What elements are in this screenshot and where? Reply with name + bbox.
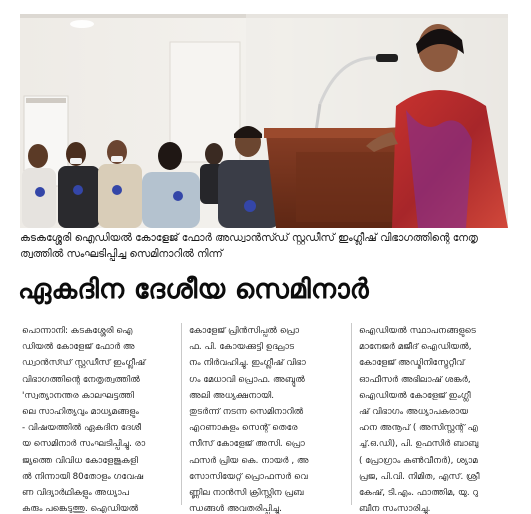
text-line: ണ വിദ്യാർഥികളും അധ്യാപ	[22, 488, 130, 499]
text-line: ഡ്വാൻസ്ഡ് സ്റ്റഡീസ് ഇംഗ്ലീഷ്	[22, 358, 146, 369]
column-divider	[351, 323, 352, 505]
headline: ഏകദിന ദേശീയ സെമിനാർ	[18, 274, 369, 305]
text-line: ൽ നിന്നായി 80തോളം ഗവേഷ	[22, 471, 144, 482]
column-divider	[181, 323, 182, 505]
text-line: ഐഡിയൽ കോളേജ് ഇംഗ്ലീ	[359, 390, 471, 401]
text-line: ഫസർ പ്രിയ കെ. നായർ , അ	[189, 455, 309, 466]
text-line: ന്ധങ്ങൾ അവതരിപ്പിച്ചു.	[189, 504, 282, 514]
text-line: യ സെമിനാർ സംഘടിപ്പിച്ചു. രാ	[22, 439, 146, 450]
text-line: ലെ സാഹിത്യവും മാധ്യമങ്ങളും	[22, 407, 139, 418]
caption-line: ത്വത്തിൽ സംഘടിപ്പിച്ച സെമിനാറിൽ നിന്ന്	[20, 248, 223, 260]
text-line: അലി അധ്യക്ഷനായി.	[189, 390, 275, 401]
text-line: സോസിയേറ്റ് പ്രൊഫസർ വെ	[189, 471, 308, 482]
photo-caption	[20, 230, 510, 262]
text-line: - വിഷയത്തിൽ ഏകദിന ദേശീ	[22, 423, 142, 434]
text-line: കോളേജ് അഡ്മിനിസ്ട്രേറ്റീവ്	[359, 358, 465, 369]
text-line: കരും പങ്കെടുത്തു. ഐഡിയൽ	[22, 504, 139, 514]
text-line: ഫ. പി. കോയക്കുട്ടി ഉദ്ഘാട	[189, 342, 295, 353]
text-line: പ്രജ, പി.വി. നിമിത, എസ്. ശ്രീ	[359, 471, 480, 482]
text-line: ( പ്രോഗ്രാം കൺവീനർ), ശ്യാമ	[359, 455, 478, 466]
article-column-1	[22, 323, 174, 514]
seminar-photo-illustration	[20, 14, 508, 228]
text-line: സീസ് കോളേജ് അസി. പ്രൊ	[189, 439, 305, 450]
text-line: ണ്ണില നാൻസി ക്രിസ്റ്റിന പ്രബ	[189, 488, 304, 499]
text-line: ഓഫീസർ അഭിലാഷ് ശങ്കർ,	[359, 374, 471, 385]
text-line: ബീന സംസാരിച്ചു.	[359, 504, 431, 514]
text-line: ഹന അനൂപ് ( അസിസ്റ്റന്റ് എ	[359, 423, 479, 434]
text-line: എറണാകുളം സെന്റ് തെരേ	[189, 423, 298, 434]
article-column-2	[189, 323, 341, 514]
text-line: തുടർന്ന് നടന്ന സെമിനാറിൽ	[189, 407, 304, 418]
text-line: കേഷ്, ടി.എം. ഫാത്തിമ, യു. റു	[359, 488, 479, 499]
text-line: കോളേജ് പ്രിൻസിപ്പൽ പ്രൊ	[189, 326, 300, 336]
text-line: ഷ് വിഭാഗം അധ്യാപകരായ	[359, 407, 469, 418]
text-line: 'സ്വത്യാനന്തര കാലഘട്ടത്തി	[22, 390, 135, 401]
news-photo	[20, 14, 508, 228]
text-line: ച്ച്.ഒ.ഡി), പി. ഉഫസിർ ബാബു	[359, 439, 479, 450]
text-line: നം നിർവഹിച്ചു. ഇംഗ്ലീഷ് വിഭാ	[189, 358, 306, 369]
caption-line: കടകശ്ശേരി ഐഡിയൽ കോളേജ് ഫോർ അഡ്വാൻസ്ഡ് സ്റ്റഡീസ് ഇംഗ്ലീഷ് വിഭാഗത്തിന്റെ നേതൃ	[20, 232, 478, 244]
text-line: ഐഡിയൽ സ്ഥാപനങ്ങളുടെ	[359, 326, 476, 336]
text-line: മാനേജർ മജീദ് ഐഡിയൽ,	[359, 342, 472, 353]
text-line: പൊന്നാനി: കടകശ്ശേരി ഐ	[22, 326, 133, 336]
text-line: ജ്യത്തെ വിവിധ കോളേജുകളി	[22, 455, 138, 466]
article-column-3	[359, 323, 511, 514]
text-line: ഗം മേധാവി പ്രൊഫ. അബ്ദുൽ	[189, 374, 305, 385]
text-line: ഡിയൽ കോളേജ് ഫോർ അ	[22, 342, 135, 353]
text-line: വിഭാഗത്തിന്റെ നേതൃത്വത്തിൽ	[22, 374, 140, 385]
